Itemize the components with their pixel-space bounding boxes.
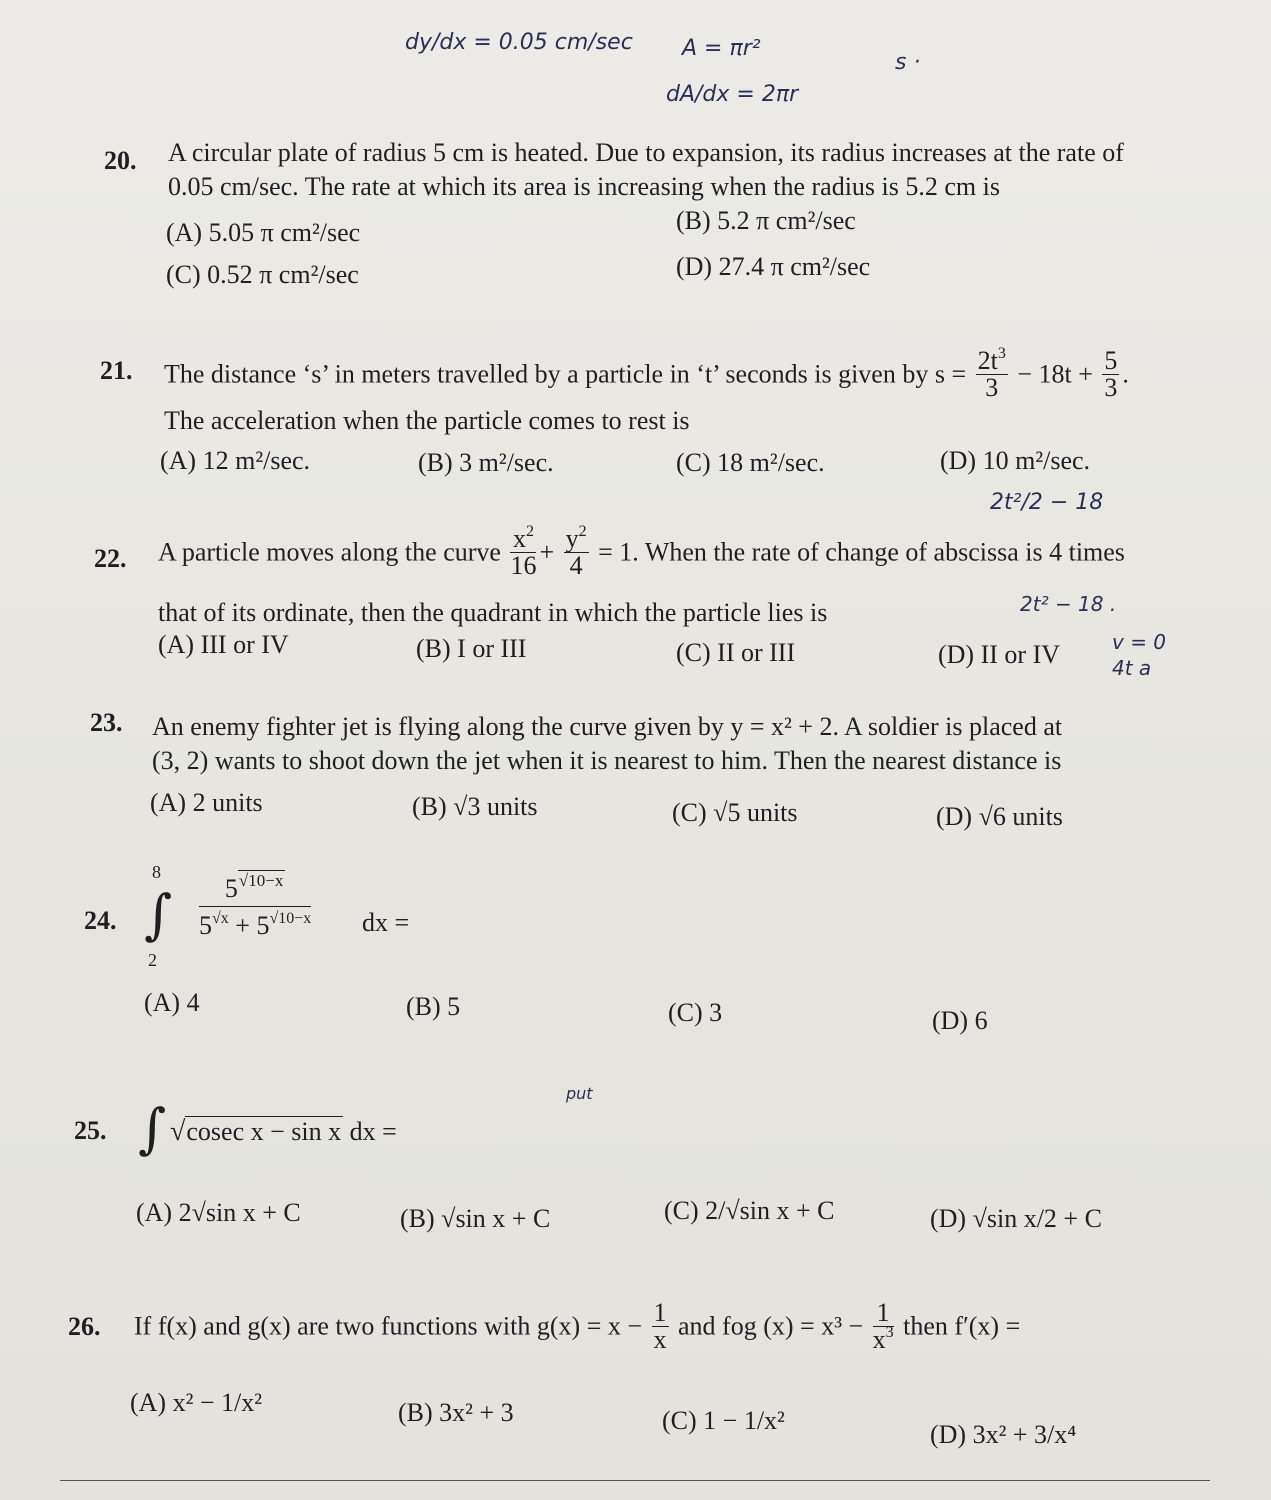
question-number-21: 21. — [100, 356, 133, 385]
question-23-option-a: (A) 2 units — [150, 788, 263, 817]
question-20-line-1: A circular plate of radius 5 cm is heated. Due to expansion, its radius increases at the rate of — [168, 138, 1124, 167]
integral-lower-limit: 2 — [148, 950, 157, 970]
handwritten-t2b: 2t² − 18 . — [1020, 592, 1117, 616]
question-24-dx: dx = — [362, 908, 410, 937]
question-25-option-c: (C) 2/√sin x + C — [664, 1196, 835, 1225]
question-number-22: 22. — [94, 544, 127, 573]
question-23-option-d: (D) √6 units — [936, 802, 1063, 831]
page-footer-rule — [60, 1480, 1210, 1481]
frac-1-over-x: $\frac{1}{x}$ — [653, 1298, 667, 1354]
question-25-option-b: (B) √sin x + C — [400, 1204, 551, 1233]
question-22-option-c: (C) II or III — [676, 638, 796, 667]
question-26-option-a: (A) x² − 1/x² — [130, 1388, 263, 1417]
frac-x2-over-16: $\frac{x^2}{16}$ — [510, 523, 537, 580]
question-23-line-1: An enemy fighter jet is flying along the curve given by y = x² + 2. A soldier is placed at — [152, 712, 1063, 741]
question-20-option-d: (D) 27.4 π cm²/sec — [676, 252, 871, 281]
handwritten-v0: v = 0 — [1112, 630, 1167, 654]
question-26-option-c: (C) 1 − 1/x² — [662, 1406, 785, 1435]
frac-2t3-over-3: $\frac{2t^3}{3}$ — [977, 345, 1006, 402]
question-25-integrand: √cosec x − sin x dx = — [170, 1116, 397, 1147]
question-number-24: 24. — [84, 906, 117, 935]
frac-y2-over-4: $\frac{y^2}{4}$ — [565, 523, 587, 580]
question-24-option-a: (A) 4 — [144, 988, 200, 1017]
question-26-option-d: (D) 3x² + 3/x⁴ — [930, 1420, 1077, 1449]
integral-upper-limit: 8 — [152, 862, 161, 882]
question-20-option-b: (B) 5.2 π cm²/sec — [676, 206, 856, 235]
handwritten-area: A = πr² — [682, 36, 761, 61]
frac-1-over-x3: $\frac{1}{x^3}$ — [872, 1298, 894, 1354]
integral-sign: ∫ — [144, 883, 173, 946]
handwritten-at: 4t a — [1112, 656, 1152, 680]
question-22-line-1: A particle moves along the curve $\frac{x^2}{16}$ + $\frac{y^2}{4}$ = 1. When the rate of change of abscissa is 4 times — [158, 523, 1125, 580]
handwritten-t2: 2t²/2 − 18 — [990, 490, 1104, 515]
question-number-23: 23. — [90, 708, 123, 737]
question-23-option-c: (C) √5 units — [672, 798, 798, 827]
question-number-26: 26. — [68, 1312, 101, 1341]
handwritten-put: put — [566, 1084, 593, 1103]
question-26-option-b: (B) 3x² + 3 — [398, 1398, 514, 1427]
question-24-option-c: (C) 3 — [668, 998, 723, 1027]
question-21-option-c: (C) 18 m²/sec. — [676, 448, 825, 477]
handwritten-s: s · — [895, 50, 921, 75]
question-26-line-1: If f(x) and g(x) are two functions with g(x) = x − $\frac{1}{x}$ and fog (x) = x³ − $\frac{1}{x^3}$ then f′(x) = — [134, 1298, 1021, 1354]
question-number-25: 25. — [74, 1116, 107, 1145]
integral-sign-25: ∫ — [138, 1097, 167, 1160]
question-23-line-2: (3, 2) wants to shoot down the jet when it is nearest to him. Then the nearest distance is — [152, 746, 1062, 775]
question-20-option-c: (C) 0.52 π cm²/sec — [166, 260, 359, 289]
question-21-line-1: The distance ‘s’ in meters travelled by a particle in ‘t’ seconds is given by s = $\frac{2t^3}{3}$ − 18t + $\frac{5}{3}$ . — [164, 345, 1129, 402]
question-21-option-d: (D) 10 m²/sec. — [940, 446, 1091, 475]
frac-5-over-3: $\frac{5}{3}$ — [1104, 346, 1118, 402]
question-24-option-d: (D) 6 — [932, 1006, 988, 1035]
question-20-line-2: 0.05 cm/sec. The rate at which its area is increasing when the radius is 5.2 cm is — [168, 172, 1000, 201]
question-24-option-b: (B) 5 — [406, 992, 461, 1021]
question-23-option-b: (B) √3 units — [412, 792, 538, 821]
question-22-line-2: that of its ordinate, then the quadrant in which the particle lies is — [158, 598, 828, 627]
question-22-option-d: (D) II or IV — [938, 640, 1061, 669]
handwritten-dadx: dA/dx = 2πr — [666, 82, 799, 107]
question-22-option-a: (A) III or IV — [158, 630, 289, 659]
question-22-option-b: (B) I or III — [416, 634, 527, 663]
question-21-option-b: (B) 3 m²/sec. — [418, 448, 554, 477]
question-21-line-2: The acceleration when the particle comes to rest is — [164, 406, 690, 435]
question-20-option-a: (A) 5.05 π cm²/sec — [166, 218, 361, 247]
question-number-20: 20. — [104, 146, 137, 175]
question-25-option-d: (D) √sin x/2 + C — [930, 1204, 1102, 1233]
handwritten-dydx: dy/dx = 0.05 cm/sec — [405, 30, 633, 55]
question-24-integrand: $\frac{5^{√10-x}}{5^{√x} + 5^{√10-x}}$ — [199, 871, 312, 940]
question-21-option-a: (A) 12 m²/sec. — [160, 446, 311, 475]
question-25-option-a: (A) 2√sin x + C — [136, 1198, 301, 1227]
